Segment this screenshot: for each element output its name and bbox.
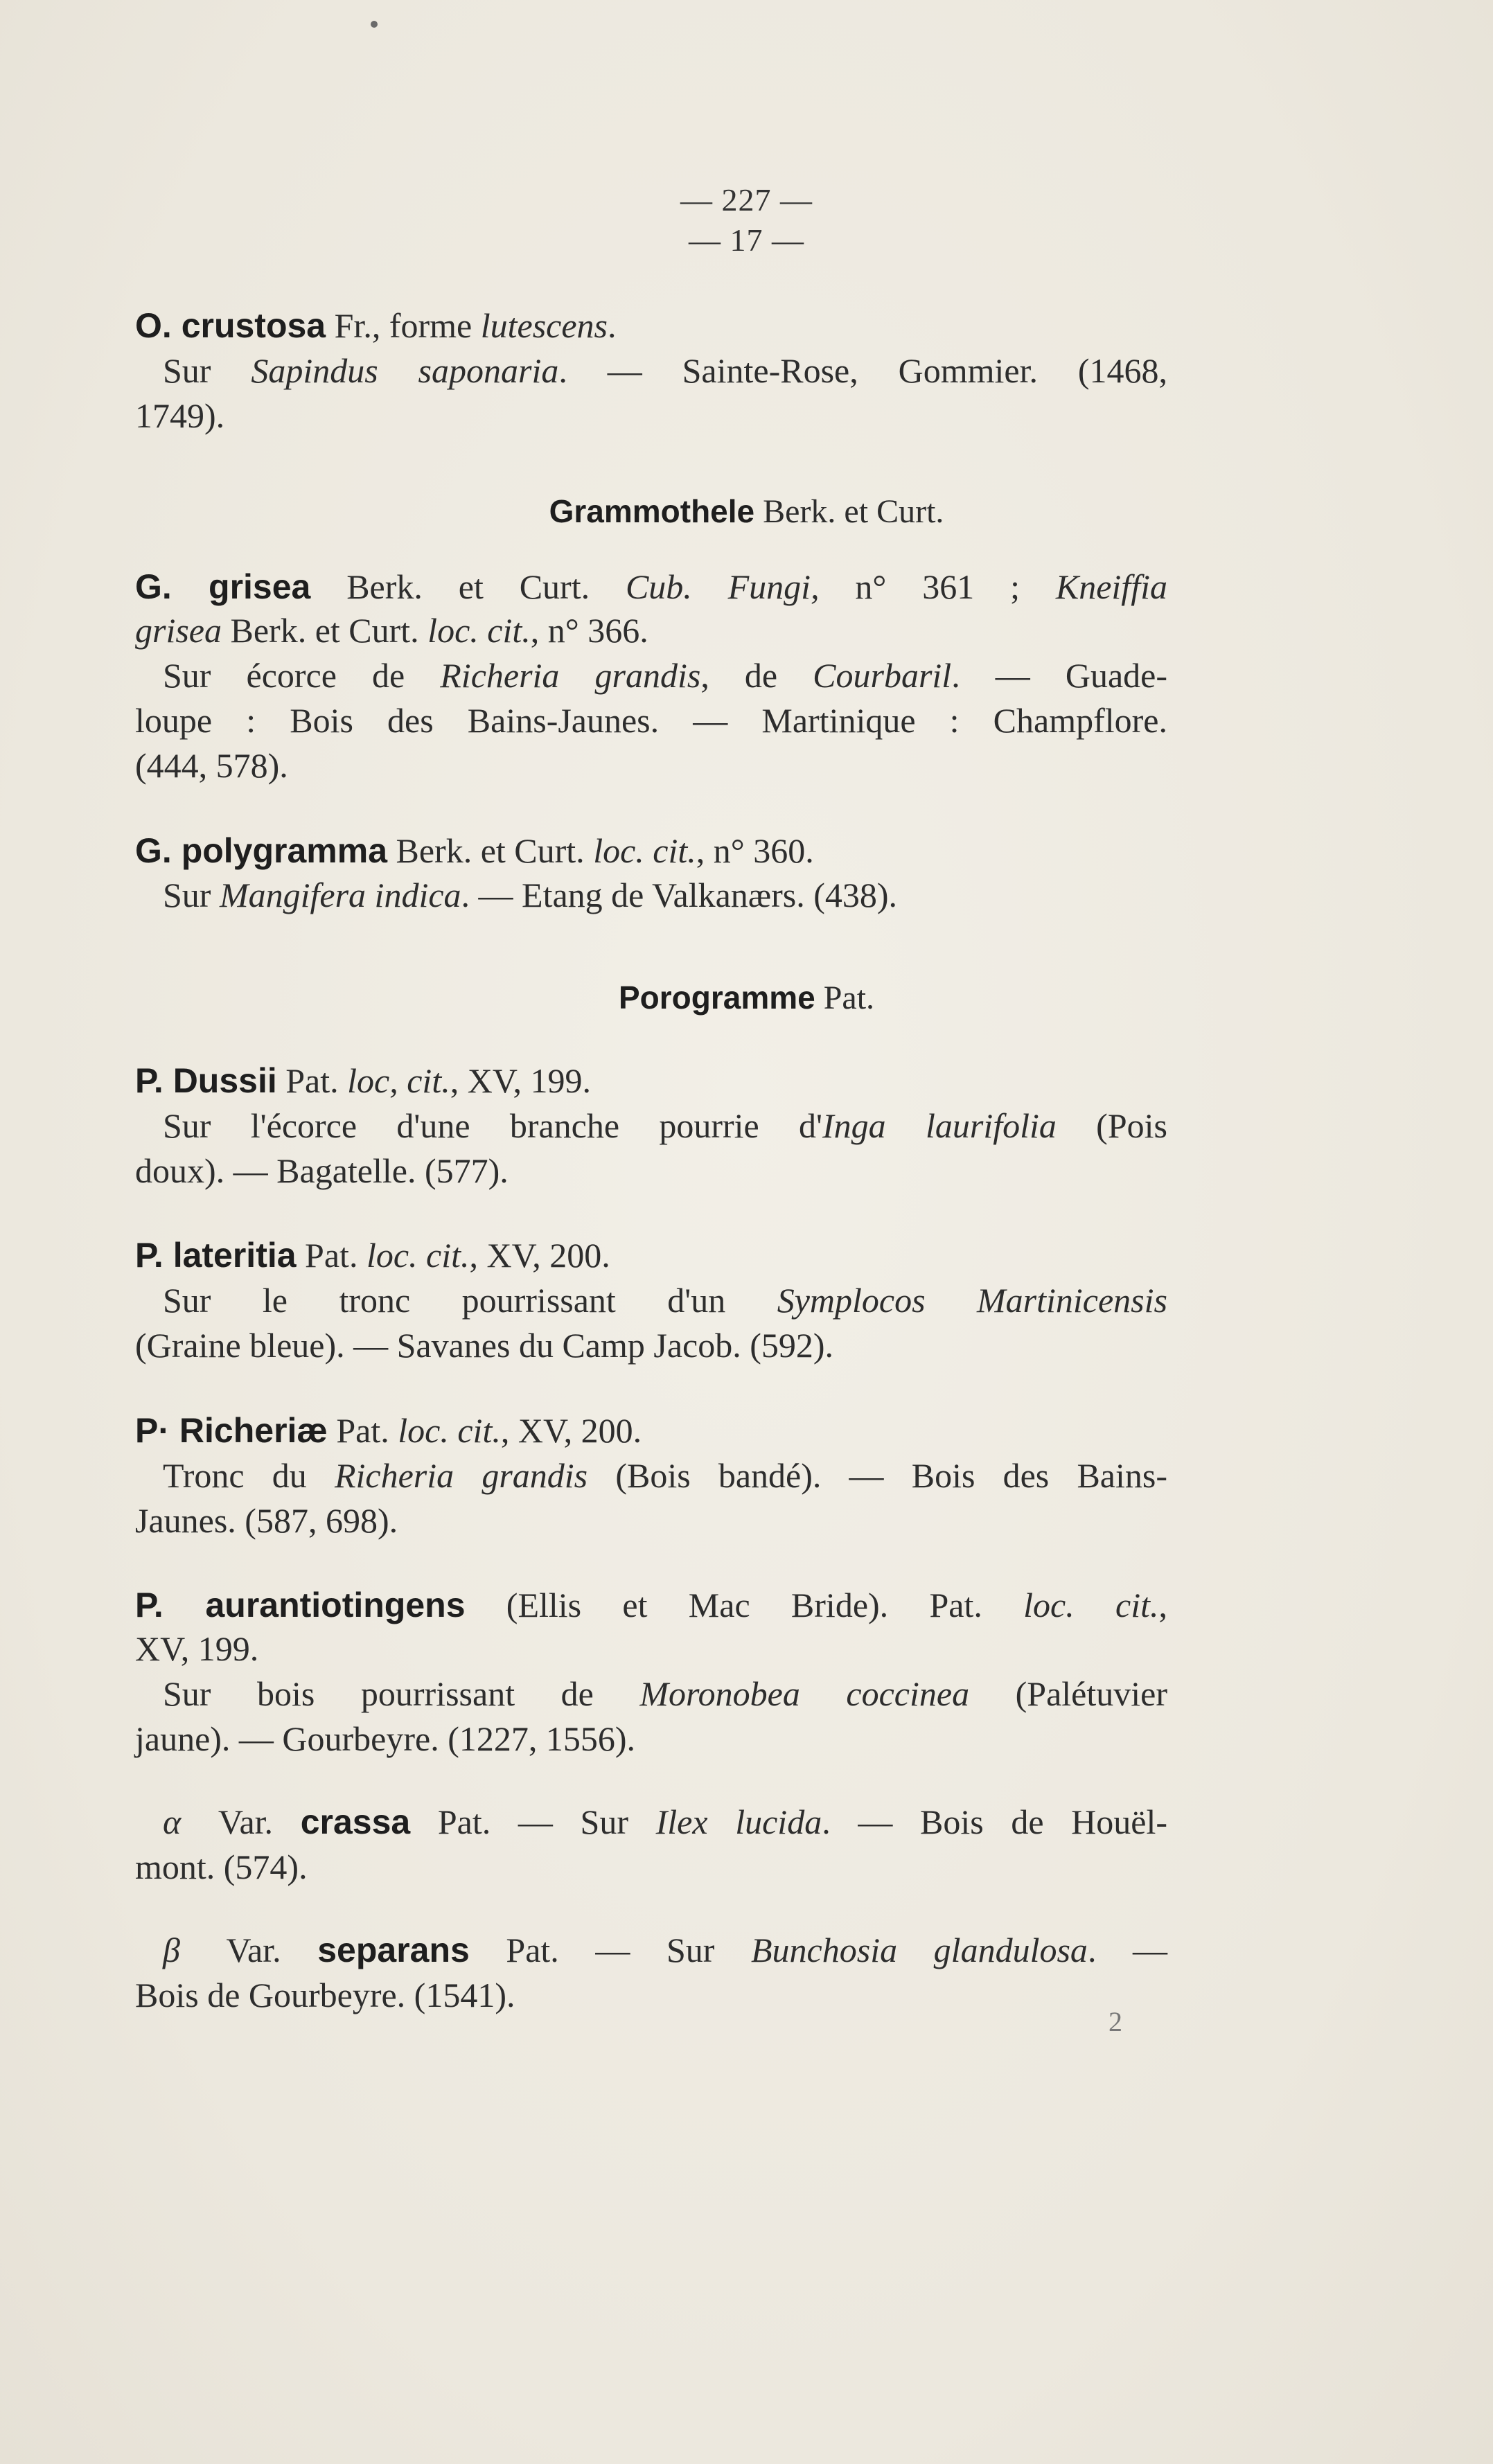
entry-separans-habitat-cont: Bois de Gourbeyre. (1541). [135, 1976, 515, 2014]
entry-dussii-habitat-cont: doux). — Bagatelle. (577). [135, 1151, 509, 1190]
entry-polygramma-habitat: Sur Mangifera indica. — Etang de Valkanærs. (438). [163, 876, 898, 914]
entry-crustosa-habitat: Sur Sapindus saponaria. — Sainte-Rose, Gommier. (1468, [163, 351, 1167, 390]
page-number-secondary: — 17 — [689, 222, 804, 258]
genus-heading-porogramme: Porogramme Pat. [618, 980, 875, 1016]
entry-richeriae-habitat: Tronc du Richeria grandis (Bois bandé). — Bois des Bains- [163, 1456, 1167, 1495]
entry-lateritia-habitat: Sur le tronc pourrissant d'un Symplocos Martinicensis [163, 1281, 1167, 1320]
entry-dussii-habitat: Sur l'écorce d'une branche pourrie d'Inga laurifolia (Pois [163, 1106, 1167, 1145]
entry-crassa-habitat-cont: mont. (574). [135, 1847, 308, 1886]
entry-dussii-title: P. Dussii Pat. loc, cit., XV, 199. [135, 1061, 591, 1100]
entry-grisea-localities: loupe : Bois des Bains-Jaunes. — Martinique : Champflore. [135, 701, 1167, 740]
entry-lateritia-habitat-cont: (Graine bleue). — Savanes du Camp Jacob. (592). [135, 1326, 834, 1365]
entry-crustosa-title: O. crustosa Fr., forme lutescens. [135, 306, 617, 345]
ink-dot [371, 21, 378, 28]
entry-grisea-habitat: Sur écorce de Richeria grandis, de Courbaril. — Guade- [163, 656, 1167, 695]
entry-grisea-numbers: (444, 578). [135, 746, 288, 785]
entry-crustosa-habitat-cont: 1749). [135, 396, 225, 435]
entry-polygramma-title: G. polygramma Berk. et Curt. loc. cit., n° 360. [135, 831, 814, 870]
entry-richeriae-title: P· Richeriæ Pat. loc. cit., XV, 200. [135, 1411, 642, 1450]
entry-aurantiotingens-title: P. aurantiotingens (Ellis et Mac Bride). Pat. loc. cit., [135, 1586, 1167, 1624]
entry-separans-variety: β Var. separans Pat. — Sur Bunchosia glandulosa. — [163, 1931, 1168, 1969]
page-number-primary: — 227 — [680, 182, 813, 218]
entry-crassa-variety: α Var. crassa Pat. — Sur Ilex lucida. — Bois de Houël- [163, 1802, 1168, 1841]
entry-richeriae-habitat-cont: Jaunes. (587, 698). [135, 1501, 398, 1540]
entry-lateritia-title: P. lateritia Pat. loc. cit., XV, 200. [135, 1236, 610, 1275]
entry-aurantiotingens-habitat: Sur bois pourrissant de Moronobea coccinea (Palétuvier [163, 1674, 1167, 1713]
footer-mark: 2 [1108, 2006, 1122, 2037]
entry-grisea-title: G. grisea Berk. et Curt. Cub. Fungi, n° 361 ; Kneiffia [135, 567, 1167, 606]
entry-aurantiotingens-reference: XV, 199. [135, 1629, 259, 1668]
entry-aurantiotingens-habitat-cont: jaune). — Gourbeyre. (1227, 1556). [135, 1719, 636, 1758]
genus-heading-grammothele: Grammothele Berk. et Curt. [549, 493, 944, 530]
entry-grisea-synonym: grisea Berk. et Curt. loc. cit., n° 366. [135, 611, 648, 650]
